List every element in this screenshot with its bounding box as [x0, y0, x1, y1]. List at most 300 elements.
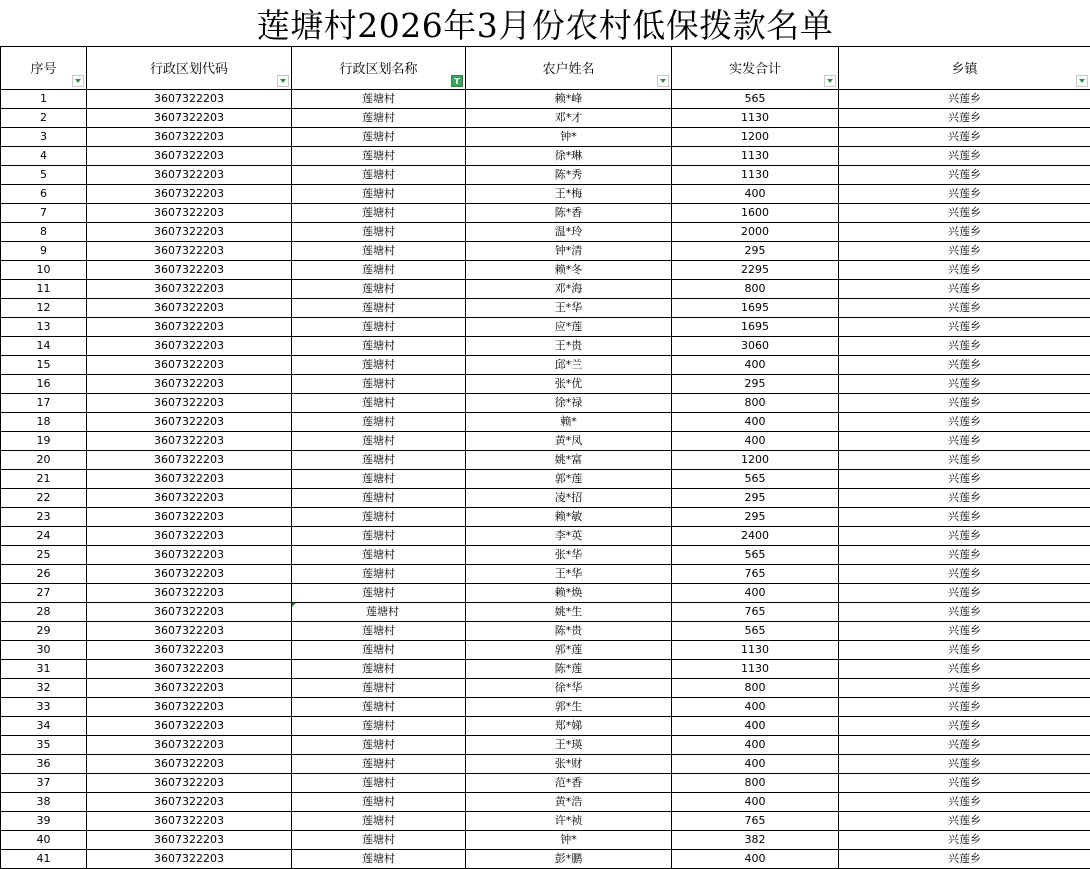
cell-region-code[interactable]: 3607322203 — [87, 184, 292, 203]
cell-amount[interactable]: 400 — [672, 792, 839, 811]
cell-household-name[interactable]: 徐*禄 — [466, 393, 672, 412]
cell-township[interactable]: 兴莲乡 — [839, 621, 1090, 640]
dropdown-icon[interactable] — [1076, 75, 1088, 87]
cell-township[interactable]: 兴莲乡 — [839, 450, 1090, 469]
cell-index[interactable]: 37 — [1, 773, 87, 792]
cell-region-name[interactable]: 莲塘村 — [292, 735, 466, 754]
cell-region-code[interactable]: 3607322203 — [87, 792, 292, 811]
cell-township[interactable]: 兴莲乡 — [839, 735, 1090, 754]
cell-region-name[interactable]: 莲塘村 — [292, 317, 466, 336]
cell-region-name[interactable]: 莲塘村 — [292, 678, 466, 697]
table-row — [1, 298, 1090, 317]
cell-region-name[interactable]: 莲塘村 — [292, 564, 466, 583]
header-label: 行政区划名称 — [339, 62, 417, 77]
cell-region-code[interactable]: 3607322203 — [87, 545, 292, 564]
table-row — [1, 146, 1090, 165]
table-row — [1, 412, 1090, 431]
cell-index[interactable]: 28 — [1, 602, 87, 621]
cell-household-name[interactable]: 陈*香 — [466, 203, 672, 222]
cell-region-code[interactable]: 3607322203 — [87, 89, 292, 108]
cell-township[interactable]: 兴莲乡 — [839, 640, 1090, 659]
cell-household-name[interactable]: 邓*才 — [466, 108, 672, 127]
cell-township[interactable]: 兴莲乡 — [839, 203, 1090, 222]
cell-region-name[interactable]: 莲塘村 — [292, 450, 466, 469]
cell-region-code[interactable]: 3607322203 — [87, 108, 292, 127]
cell-township[interactable]: 兴莲乡 — [839, 146, 1090, 165]
cell-region-name[interactable]: 莲塘村 — [292, 469, 466, 488]
cell-amount[interactable]: 1695 — [672, 317, 839, 336]
cell-index[interactable]: 20 — [1, 450, 87, 469]
cell-amount[interactable]: 400 — [672, 716, 839, 735]
header-row — [1, 47, 1090, 89]
cell-township[interactable]: 兴莲乡 — [839, 127, 1090, 146]
cell-region-code[interactable]: 3607322203 — [87, 621, 292, 640]
table-row — [1, 336, 1090, 355]
cell-region-name[interactable]: 莲塘村 — [292, 773, 466, 792]
cell-index[interactable]: 2 — [1, 108, 87, 127]
cell-household-name[interactable]: 王*华 — [466, 564, 672, 583]
cell-index[interactable]: 7 — [1, 203, 87, 222]
cell-amount[interactable]: 800 — [672, 393, 839, 412]
table-row — [1, 830, 1090, 849]
dropdown-icon[interactable] — [72, 75, 84, 87]
table-row — [1, 279, 1090, 298]
cell-township[interactable]: 兴莲乡 — [839, 393, 1090, 412]
cell-township[interactable]: 兴莲乡 — [839, 792, 1090, 811]
cell-township[interactable]: 兴莲乡 — [839, 241, 1090, 260]
cell-amount[interactable]: 800 — [672, 279, 839, 298]
cell-region-name[interactable]: 莲塘村 — [292, 165, 466, 184]
cell-index[interactable]: 33 — [1, 697, 87, 716]
table-row — [1, 393, 1090, 412]
cell-index[interactable]: 18 — [1, 412, 87, 431]
cell-region-code[interactable]: 3607322203 — [87, 374, 292, 393]
cell-township[interactable]: 兴莲乡 — [839, 526, 1090, 545]
table-row — [1, 659, 1090, 678]
table-row — [1, 260, 1090, 279]
cell-region-code[interactable]: 3607322203 — [87, 279, 292, 298]
cell-region-code[interactable]: 3607322203 — [87, 222, 292, 241]
cell-township[interactable]: 兴莲乡 — [839, 697, 1090, 716]
cell-amount[interactable]: 565 — [672, 469, 839, 488]
cell-township[interactable]: 兴莲乡 — [839, 298, 1090, 317]
cell-household-name[interactable]: 赖*焕 — [466, 583, 672, 602]
cell-index[interactable]: 30 — [1, 640, 87, 659]
cell-index[interactable]: 23 — [1, 507, 87, 526]
dropdown-icon[interactable] — [277, 75, 289, 87]
header-label: 农户姓名 — [542, 62, 594, 77]
cell-region-name[interactable]: 莲塘村 — [292, 412, 466, 431]
cell-household-name[interactable]: 郭*生 — [466, 697, 672, 716]
cell-index[interactable]: 39 — [1, 811, 87, 830]
cell-region-name[interactable]: 莲塘村 — [292, 89, 466, 108]
cell-household-name[interactable]: 黄*浩 — [466, 792, 672, 811]
cell-amount[interactable]: 1200 — [672, 127, 839, 146]
cell-amount[interactable]: 3060 — [672, 336, 839, 355]
cell-region-code[interactable]: 3607322203 — [87, 431, 292, 450]
cell-amount[interactable]: 565 — [672, 621, 839, 640]
cell-amount[interactable]: 400 — [672, 355, 839, 374]
cell-region-name[interactable]: 莲塘村 — [292, 602, 466, 621]
cell-index[interactable]: 3 — [1, 127, 87, 146]
cell-household-name[interactable]: 凌*招 — [466, 488, 672, 507]
cell-index[interactable]: 25 — [1, 545, 87, 564]
cell-index[interactable]: 38 — [1, 792, 87, 811]
cell-region-name[interactable]: 莲塘村 — [292, 583, 466, 602]
cell-township[interactable]: 兴莲乡 — [839, 260, 1090, 279]
cell-township[interactable]: 兴莲乡 — [839, 849, 1090, 868]
table-row — [1, 507, 1090, 526]
cell-index[interactable]: 12 — [1, 298, 87, 317]
cell-amount[interactable]: 295 — [672, 241, 839, 260]
cell-household-name[interactable]: 王*梅 — [466, 184, 672, 203]
cell-township[interactable]: 兴莲乡 — [839, 678, 1090, 697]
cell-amount[interactable]: 1130 — [672, 108, 839, 127]
header-cell-index[interactable] — [1, 47, 87, 89]
cell-index[interactable]: 17 — [1, 393, 87, 412]
cell-household-name[interactable]: 张*财 — [466, 754, 672, 773]
cell-household-name[interactable]: 钟* — [466, 127, 672, 146]
sheet-title: 莲塘村2026年3月份农村低保拨款名单 — [0, 0, 1090, 47]
cell-township[interactable]: 兴莲乡 — [839, 773, 1090, 792]
cell-amount[interactable]: 1600 — [672, 203, 839, 222]
cell-index[interactable]: 41 — [1, 849, 87, 868]
cell-region-code[interactable]: 3607322203 — [87, 336, 292, 355]
cell-household-name[interactable]: 赖*敏 — [466, 507, 672, 526]
table-row — [1, 526, 1090, 545]
cell-region-name[interactable]: 莲塘村 — [292, 431, 466, 450]
cell-township[interactable]: 兴莲乡 — [839, 602, 1090, 621]
cell-index[interactable]: 24 — [1, 526, 87, 545]
cell-region-code[interactable]: 3607322203 — [87, 260, 292, 279]
cell-household-name[interactable]: 徐*华 — [466, 678, 672, 697]
cell-amount[interactable]: 1130 — [672, 659, 839, 678]
cell-amount[interactable]: 1130 — [672, 146, 839, 165]
cell-region-code[interactable]: 3607322203 — [87, 450, 292, 469]
cell-amount[interactable]: 400 — [672, 412, 839, 431]
cell-household-name[interactable]: 郑*娣 — [466, 716, 672, 735]
header-cell-household-name[interactable] — [466, 47, 672, 89]
table-row — [1, 545, 1090, 564]
cell-household-name[interactable]: 李*英 — [466, 526, 672, 545]
cell-region-name[interactable]: 莲塘村 — [292, 849, 466, 868]
table-row — [1, 488, 1090, 507]
cell-township[interactable]: 兴莲乡 — [839, 279, 1090, 298]
cell-region-code[interactable]: 3607322203 — [87, 146, 292, 165]
cell-region-name[interactable]: 莲塘村 — [292, 621, 466, 640]
cell-amount[interactable]: 800 — [672, 773, 839, 792]
cell-region-code[interactable]: 3607322203 — [87, 754, 292, 773]
table-row — [1, 678, 1090, 697]
cell-index[interactable]: 9 — [1, 241, 87, 260]
cell-index[interactable]: 11 — [1, 279, 87, 298]
cell-household-name[interactable]: 姚*富 — [466, 450, 672, 469]
cell-household-name[interactable]: 温*玲 — [466, 222, 672, 241]
cell-region-code[interactable]: 3607322203 — [87, 127, 292, 146]
table-row — [1, 735, 1090, 754]
cell-index[interactable]: 4 — [1, 146, 87, 165]
cell-household-name[interactable]: 王*瑛 — [466, 735, 672, 754]
cell-region-code[interactable]: 3607322203 — [87, 165, 292, 184]
cell-region-name[interactable]: 莲塘村 — [292, 355, 466, 374]
cell-township[interactable]: 兴莲乡 — [839, 811, 1090, 830]
table-row — [1, 792, 1090, 811]
cell-amount[interactable]: 400 — [672, 184, 839, 203]
cell-region-name[interactable]: 莲塘村 — [292, 260, 466, 279]
cell-household-name[interactable]: 邱*兰 — [466, 355, 672, 374]
cell-amount[interactable]: 400 — [672, 735, 839, 754]
cell-region-code[interactable]: 3607322203 — [87, 412, 292, 431]
cell-amount[interactable]: 382 — [672, 830, 839, 849]
cell-region-name[interactable]: 莲塘村 — [292, 241, 466, 260]
cell-region-code[interactable]: 3607322203 — [87, 298, 292, 317]
cell-household-name[interactable]: 徐*琳 — [466, 146, 672, 165]
cell-region-name[interactable]: 莲塘村 — [292, 279, 466, 298]
table-row — [1, 716, 1090, 735]
cell-household-name[interactable]: 王*贵 — [466, 336, 672, 355]
cell-township[interactable]: 兴莲乡 — [839, 830, 1090, 849]
cell-township[interactable]: 兴莲乡 — [839, 659, 1090, 678]
cell-region-name[interactable]: 莲塘村 — [292, 146, 466, 165]
table-row — [1, 203, 1090, 222]
cell-index[interactable]: 6 — [1, 184, 87, 203]
cell-township[interactable]: 兴莲乡 — [839, 469, 1090, 488]
cell-household-name[interactable]: 应*莲 — [466, 317, 672, 336]
cell-amount[interactable]: 565 — [672, 545, 839, 564]
cell-region-code[interactable]: 3607322203 — [87, 602, 292, 621]
cell-index[interactable]: 34 — [1, 716, 87, 735]
cell-index[interactable]: 36 — [1, 754, 87, 773]
cell-amount[interactable]: 295 — [672, 488, 839, 507]
cell-amount[interactable]: 400 — [672, 697, 839, 716]
cell-township[interactable]: 兴莲乡 — [839, 754, 1090, 773]
cell-township[interactable]: 兴莲乡 — [839, 317, 1090, 336]
header-label: 序号 — [30, 62, 56, 77]
cell-region-name[interactable]: 莲塘村 — [292, 108, 466, 127]
cell-household-name[interactable]: 许*祯 — [466, 811, 672, 830]
cell-township[interactable]: 兴莲乡 — [839, 431, 1090, 450]
cell-household-name[interactable]: 赖*峰 — [466, 89, 672, 108]
cell-index[interactable]: 8 — [1, 222, 87, 241]
cell-amount[interactable]: 800 — [672, 678, 839, 697]
cell-region-name[interactable]: 莲塘村 — [292, 830, 466, 849]
cell-amount[interactable]: 1130 — [672, 165, 839, 184]
cell-household-name[interactable]: 彭*鹏 — [466, 849, 672, 868]
cell-amount[interactable]: 400 — [672, 849, 839, 868]
table-row — [1, 754, 1090, 773]
table-row — [1, 108, 1090, 127]
cell-region-code[interactable]: 3607322203 — [87, 564, 292, 583]
header-cell-region-name[interactable] — [292, 47, 466, 89]
cell-index[interactable]: 32 — [1, 678, 87, 697]
header-cell-amount[interactable] — [672, 47, 839, 89]
cell-region-name[interactable]: 莲塘村 — [292, 393, 466, 412]
table-row — [1, 127, 1090, 146]
table-row — [1, 89, 1090, 108]
cell-region-code[interactable]: 3607322203 — [87, 716, 292, 735]
cell-index[interactable]: 5 — [1, 165, 87, 184]
cell-region-name[interactable]: 莲塘村 — [292, 792, 466, 811]
table-row — [1, 165, 1090, 184]
cell-amount[interactable]: 2000 — [672, 222, 839, 241]
cell-region-name[interactable]: 莲塘村 — [292, 754, 466, 773]
cell-amount[interactable]: 295 — [672, 374, 839, 393]
table-row — [1, 431, 1090, 450]
cell-amount[interactable]: 400 — [672, 583, 839, 602]
cell-amount[interactable]: 765 — [672, 602, 839, 621]
cell-index[interactable]: 29 — [1, 621, 87, 640]
cell-household-name[interactable]: 姚*生 — [466, 602, 672, 621]
cell-amount[interactable]: 565 — [672, 89, 839, 108]
cell-index[interactable]: 26 — [1, 564, 87, 583]
table-row — [1, 583, 1090, 602]
cell-household-name[interactable]: 陈*秀 — [466, 165, 672, 184]
cell-region-code[interactable]: 3607322203 — [87, 659, 292, 678]
filter-active-icon[interactable] — [451, 75, 463, 87]
cell-region-code[interactable]: 3607322203 — [87, 203, 292, 222]
cell-amount[interactable]: 295 — [672, 507, 839, 526]
cell-region-name[interactable]: 莲塘村 — [292, 488, 466, 507]
cell-township[interactable]: 兴莲乡 — [839, 355, 1090, 374]
cell-township[interactable]: 兴莲乡 — [839, 583, 1090, 602]
cell-region-name[interactable]: 莲塘村 — [292, 659, 466, 678]
cell-township[interactable]: 兴莲乡 — [839, 412, 1090, 431]
header-label: 实发合计 — [729, 62, 781, 77]
cell-region-code[interactable]: 3607322203 — [87, 583, 292, 602]
cell-index[interactable]: 22 — [1, 488, 87, 507]
cell-region-name[interactable]: 莲塘村 — [292, 640, 466, 659]
cell-amount[interactable]: 400 — [672, 431, 839, 450]
cell-household-name[interactable]: 张*华 — [466, 545, 672, 564]
cell-region-name[interactable]: 莲塘村 — [292, 203, 466, 222]
cell-index[interactable]: 19 — [1, 431, 87, 450]
cell-index[interactable]: 35 — [1, 735, 87, 754]
cell-amount[interactable]: 2295 — [672, 260, 839, 279]
cell-region-name[interactable]: 莲塘村 — [292, 507, 466, 526]
table-row — [1, 849, 1090, 868]
table-row — [1, 469, 1090, 488]
cell-index[interactable]: 40 — [1, 830, 87, 849]
cell-township[interactable]: 兴莲乡 — [839, 374, 1090, 393]
cell-household-name[interactable]: 陈*莲 — [466, 659, 672, 678]
cell-household-name[interactable]: 黄*凤 — [466, 431, 672, 450]
cell-index[interactable]: 13 — [1, 317, 87, 336]
cell-region-code[interactable]: 3607322203 — [87, 678, 292, 697]
cell-township[interactable]: 兴莲乡 — [839, 336, 1090, 355]
cell-amount[interactable]: 1130 — [672, 640, 839, 659]
cell-region-name[interactable]: 莲塘村 — [292, 526, 466, 545]
cell-region-name[interactable]: 莲塘村 — [292, 697, 466, 716]
cell-region-code[interactable]: 3607322203 — [87, 811, 292, 830]
cell-index[interactable]: 31 — [1, 659, 87, 678]
cell-amount[interactable]: 765 — [672, 564, 839, 583]
cell-amount[interactable]: 765 — [672, 811, 839, 830]
cell-index[interactable]: 16 — [1, 374, 87, 393]
header-label: 行政区划代码 — [150, 62, 228, 77]
dropdown-icon[interactable] — [824, 75, 836, 87]
cell-household-name[interactable]: 王*华 — [466, 298, 672, 317]
cell-region-code[interactable]: 3607322203 — [87, 640, 292, 659]
table-row — [1, 222, 1090, 241]
cell-region-code[interactable]: 3607322203 — [87, 241, 292, 260]
cell-household-name[interactable]: 邓*海 — [466, 279, 672, 298]
cell-household-name[interactable]: 陈*贵 — [466, 621, 672, 640]
cell-region-code[interactable]: 3607322203 — [87, 507, 292, 526]
cell-index[interactable]: 1 — [1, 89, 87, 108]
cell-region-code[interactable]: 3607322203 — [87, 849, 292, 868]
table-row — [1, 184, 1090, 203]
header-cell-region-code[interactable] — [87, 47, 292, 89]
cell-region-name[interactable]: 莲塘村 — [292, 298, 466, 317]
table-row — [1, 374, 1090, 393]
cell-region-code[interactable]: 3607322203 — [87, 317, 292, 336]
cell-region-code[interactable]: 3607322203 — [87, 488, 292, 507]
cell-region-name[interactable]: 莲塘村 — [292, 374, 466, 393]
table-row — [1, 811, 1090, 830]
cell-township[interactable]: 兴莲乡 — [839, 108, 1090, 127]
cell-region-code[interactable]: 3607322203 — [87, 697, 292, 716]
cell-region-code[interactable]: 3607322203 — [87, 393, 292, 412]
cell-region-name[interactable]: 莲塘村 — [292, 336, 466, 355]
cell-index[interactable]: 10 — [1, 260, 87, 279]
cell-township[interactable]: 兴莲乡 — [839, 488, 1090, 507]
cell-region-name[interactable]: 莲塘村 — [292, 811, 466, 830]
table-row — [1, 564, 1090, 583]
cell-household-name[interactable]: 赖* — [466, 412, 672, 431]
dropdown-icon[interactable] — [657, 75, 669, 87]
cell-household-name[interactable]: 郭*莲 — [466, 640, 672, 659]
cell-index[interactable]: 27 — [1, 583, 87, 602]
cell-household-name[interactable]: 范*香 — [466, 773, 672, 792]
cell-region-name[interactable]: 莲塘村 — [292, 127, 466, 146]
cell-index[interactable]: 14 — [1, 336, 87, 355]
cell-household-name[interactable]: 郭*莲 — [466, 469, 672, 488]
cell-region-code[interactable]: 3607322203 — [87, 830, 292, 849]
cell-township[interactable]: 兴莲乡 — [839, 545, 1090, 564]
cell-township[interactable]: 兴莲乡 — [839, 184, 1090, 203]
cell-amount[interactable]: 1695 — [672, 298, 839, 317]
table-row — [1, 355, 1090, 374]
cell-region-code[interactable]: 3607322203 — [87, 773, 292, 792]
cell-township[interactable]: 兴莲乡 — [839, 89, 1090, 108]
cell-index[interactable]: 15 — [1, 355, 87, 374]
cell-amount[interactable]: 1200 — [672, 450, 839, 469]
cell-household-name[interactable]: 钟*清 — [466, 241, 672, 260]
cell-township[interactable]: 兴莲乡 — [839, 716, 1090, 735]
cell-region-name[interactable]: 莲塘村 — [292, 545, 466, 564]
header-cell-township[interactable] — [839, 47, 1090, 89]
cell-household-name[interactable]: 赖*冬 — [466, 260, 672, 279]
cell-township[interactable]: 兴莲乡 — [839, 507, 1090, 526]
cell-township[interactable]: 兴莲乡 — [839, 222, 1090, 241]
cell-region-code[interactable]: 3607322203 — [87, 735, 292, 754]
error-marker-icon — [292, 603, 296, 607]
table-row — [1, 640, 1090, 659]
cell-amount[interactable]: 400 — [672, 754, 839, 773]
cell-region-name[interactable]: 莲塘村 — [292, 184, 466, 203]
cell-index[interactable]: 21 — [1, 469, 87, 488]
cell-region-code[interactable]: 3607322203 — [87, 526, 292, 545]
cell-region-code[interactable]: 3607322203 — [87, 355, 292, 374]
cell-household-name[interactable]: 张*优 — [466, 374, 672, 393]
cell-township[interactable]: 兴莲乡 — [839, 165, 1090, 184]
cell-region-code[interactable]: 3607322203 — [87, 469, 292, 488]
cell-region-name[interactable]: 莲塘村 — [292, 222, 466, 241]
cell-township[interactable]: 兴莲乡 — [839, 564, 1090, 583]
cell-amount[interactable]: 2400 — [672, 526, 839, 545]
cell-household-name[interactable]: 钟* — [466, 830, 672, 849]
cell-region-name[interactable]: 莲塘村 — [292, 716, 466, 735]
